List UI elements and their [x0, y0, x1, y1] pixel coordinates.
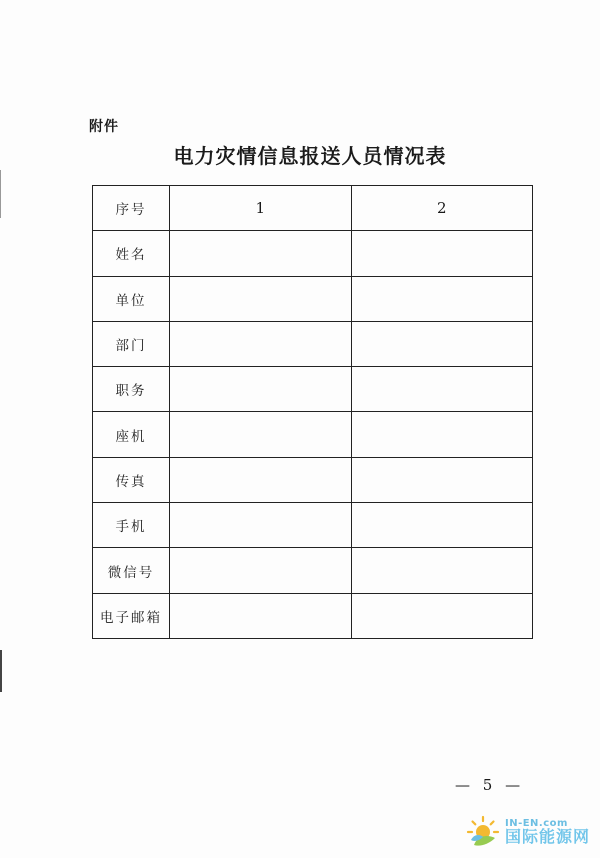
table-cell	[170, 548, 352, 593]
table-cell	[351, 503, 533, 548]
watermark-cn: 国际能源网	[504, 827, 590, 846]
table-cell	[351, 548, 533, 593]
row-label-position: 职务	[93, 367, 170, 412]
table-cell	[170, 457, 352, 502]
table-row	[93, 548, 533, 593]
row-label-landline: 座机	[93, 412, 170, 457]
table-cell	[351, 276, 533, 321]
row-label-mobile: 手机	[93, 503, 170, 548]
table-cell	[170, 231, 352, 276]
column-header-1: 1	[170, 186, 352, 231]
page-number: — 5 —	[455, 776, 525, 794]
row-label-email: 电子邮箱	[93, 593, 170, 638]
table-cell	[351, 593, 533, 638]
binding-mark-top	[0, 170, 1, 218]
document-title: 电力灾情信息报送人员情况表	[173, 144, 447, 168]
table-row	[93, 367, 533, 412]
table-cell	[170, 412, 352, 457]
table-header-row	[93, 186, 533, 231]
table-cell	[170, 276, 352, 321]
row-label-fax: 传真	[93, 457, 170, 502]
table-row	[93, 321, 533, 366]
table-cell	[351, 231, 533, 276]
table-row	[93, 412, 533, 457]
watermark-text	[505, 819, 590, 845]
sun-leaf-logo-icon	[465, 814, 501, 850]
row-label-department: 部门	[93, 321, 170, 366]
watermark	[465, 814, 590, 850]
table-cell	[170, 593, 352, 638]
personnel-info-table	[92, 185, 533, 639]
table-row	[93, 276, 533, 321]
table-cell	[170, 503, 352, 548]
row-label-wechat: 微信号	[93, 548, 170, 593]
binding-mark-bottom	[0, 650, 2, 692]
attachment-label: 附件	[89, 119, 119, 135]
table-cell	[351, 457, 533, 502]
table-row	[93, 503, 533, 548]
table-row	[93, 231, 533, 276]
table-row	[93, 457, 533, 502]
table-row	[93, 593, 533, 638]
watermark-en: IN-EN.com	[504, 818, 568, 829]
row-label-name: 姓名	[93, 231, 170, 276]
table-cell	[170, 321, 352, 366]
table-cell	[351, 367, 533, 412]
column-header-2: 2	[351, 186, 533, 231]
table-cell	[170, 367, 352, 412]
table-cell	[351, 412, 533, 457]
table-cell	[351, 321, 533, 366]
header-label-cell: 序号	[93, 186, 170, 231]
row-label-unit: 单位	[93, 276, 170, 321]
